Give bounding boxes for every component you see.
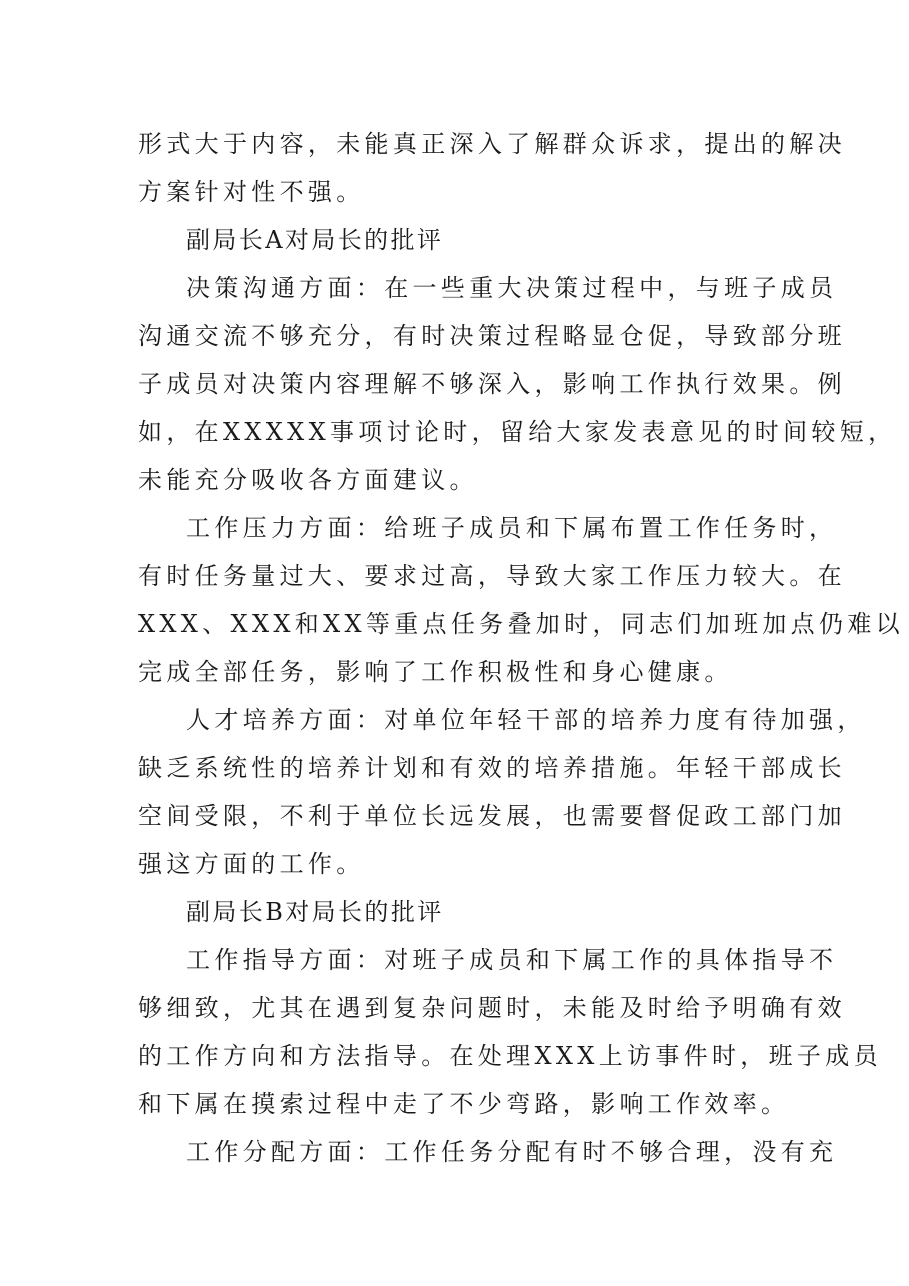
text-line: 强这方面的工作。 xyxy=(138,850,365,878)
text-line: 形式大于内容，未能真正深入了解群众诉求，提出的解决 xyxy=(138,130,846,158)
text-line: 如，在XXXXX事项讨论时，留给大家发表意见的时间较短， xyxy=(138,418,897,446)
text-line: 工作指导方面：对班子成员和下属工作的具体指导不 xyxy=(186,946,838,974)
text-line: 缺乏系统性的培养计划和有效的培养措施。年轻干部成长 xyxy=(138,754,846,782)
text-line: XXX、XXX和XX等重点任务叠加时，同志们加班加点仍难以 xyxy=(138,610,904,638)
text-line: 的工作方向和方法指导。在处理XXX上访事件时，班子成员 xyxy=(138,1042,882,1070)
section-heading: 副局长A对局长的批评 xyxy=(186,226,444,254)
text-line: 够细致，尤其在遇到复杂问题时，未能及时给予明确有效 xyxy=(138,994,846,1022)
section-heading: 副局长B对局长的批评 xyxy=(186,898,444,926)
text-line: 完成全部任务，影响了工作积极性和身心健康。 xyxy=(138,658,733,686)
text-line: 人才培养方面：对单位年轻干部的培养力度有待加强， xyxy=(186,706,866,734)
text-line: 沟通交流不够充分，有时决策过程略显仓促，导致部分班 xyxy=(138,322,846,350)
text-line: 决策沟通方面：在一些重大决策过程中，与班子成员 xyxy=(186,274,838,302)
text-line: 和下属在摸索过程中走了不少弯路，影响工作效率。 xyxy=(138,1090,790,1118)
text-line: 空间受限，不利于单位长远发展，也需要督促政工部门加 xyxy=(138,802,846,830)
document-page xyxy=(138,120,904,1176)
text-line: 方案针对性不强。 xyxy=(138,178,365,206)
text-line: 有时任务量过大、要求过高，导致大家工作压力较大。在 xyxy=(138,562,846,590)
text-line: 子成员对决策内容理解不够深入，影响工作执行效果。例 xyxy=(138,370,846,398)
text-line: 工作分配方面：工作任务分配有时不够合理，没有充 xyxy=(186,1138,838,1166)
text-line: 未能充分吸收各方面建议。 xyxy=(138,466,478,494)
text-line: 工作压力方面：给班子成员和下属布置工作任务时， xyxy=(186,514,838,542)
